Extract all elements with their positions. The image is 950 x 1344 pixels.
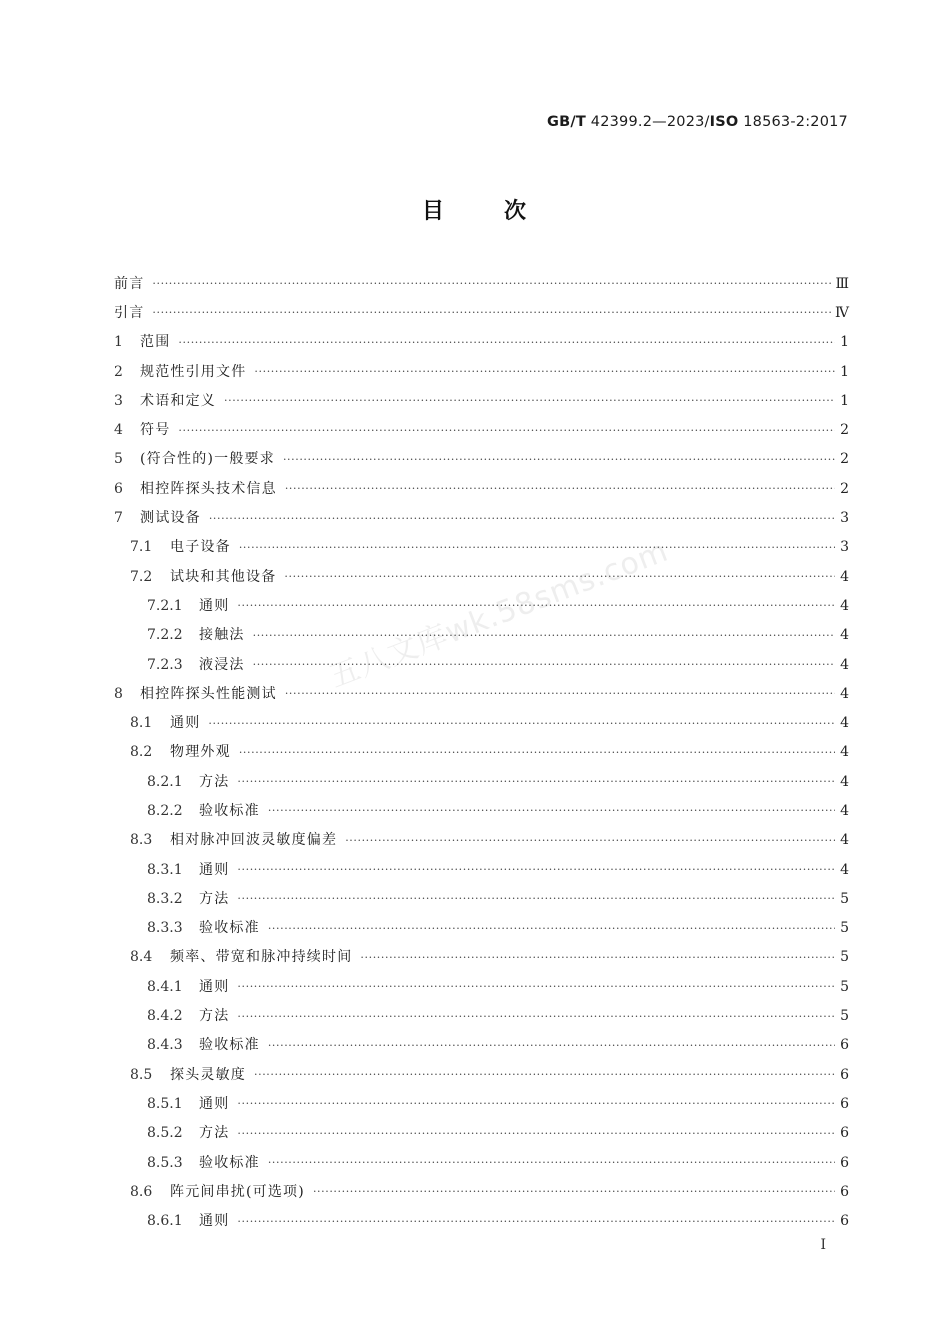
toc-entry-number: 8.5.1 bbox=[147, 1095, 183, 1112]
toc-entry-number: 8.2.2 bbox=[147, 802, 183, 819]
toc-entry-title: (符合性的)一般要求 bbox=[140, 451, 275, 468]
toc-entry-8-3-2[interactable] bbox=[114, 884, 849, 913]
toc-entry-number: 8.4.2 bbox=[147, 1008, 183, 1025]
title-char-1: 目 bbox=[421, 199, 446, 224]
toc-entry-title: 方法 bbox=[199, 1008, 230, 1025]
toc-entry-title: 相控阵探头性能测试 bbox=[140, 685, 277, 702]
toc-entry-page: 6 bbox=[840, 1037, 849, 1054]
toc-leader-dots bbox=[237, 776, 835, 787]
toc-leader-dots bbox=[268, 1157, 835, 1168]
toc-leader-dots bbox=[283, 454, 835, 465]
toc-leader-dots bbox=[178, 337, 835, 348]
toc-entry-title: 频率、带宽和脉冲持续时间 bbox=[170, 949, 353, 966]
toc-leader-dots bbox=[313, 1186, 835, 1197]
toc-entry-page: Ⅳ bbox=[835, 304, 849, 321]
toc-leader-dots bbox=[237, 1216, 835, 1227]
table-of-contents bbox=[114, 269, 849, 1236]
iso-number: 18563-2:2017 bbox=[738, 114, 848, 130]
toc-entry-number: 8.3.2 bbox=[147, 890, 183, 907]
toc-entry-title: 符号 bbox=[140, 422, 171, 439]
toc-entry-title: 阵元间串扰(可选项) bbox=[170, 1183, 305, 1200]
toc-entry-page: 2 bbox=[840, 480, 849, 497]
toc-entry-2[interactable] bbox=[114, 357, 849, 386]
toc-entry-page: 3 bbox=[840, 539, 849, 556]
toc-entry-title: 测试设备 bbox=[140, 510, 201, 527]
toc-entry-number: 8.6 bbox=[130, 1183, 153, 1200]
toc-entry-number: 5 bbox=[114, 451, 123, 468]
toc-entry-8-4-2[interactable] bbox=[114, 1001, 849, 1030]
toc-entry-page: 5 bbox=[840, 978, 849, 995]
toc-entry-page: 1 bbox=[840, 392, 849, 409]
toc-entry-8-2[interactable] bbox=[114, 738, 849, 767]
toc-entry-8-3-3[interactable] bbox=[114, 914, 849, 943]
toc-entry-title: 探头灵敏度 bbox=[170, 1066, 246, 1083]
toc-entry-8[interactable] bbox=[114, 679, 849, 708]
toc-entry-8-5-3[interactable] bbox=[114, 1148, 849, 1177]
toc-entry-title: 通则 bbox=[199, 597, 230, 614]
toc-entry-title: 验收标准 bbox=[199, 802, 260, 819]
toc-entry-number: 8.6.1 bbox=[147, 1213, 183, 1230]
toc-entry-title: 接触法 bbox=[199, 627, 245, 644]
toc-entry-title: 通则 bbox=[199, 1213, 230, 1230]
toc-entry-title: 通则 bbox=[170, 715, 201, 732]
toc-entry-page: 3 bbox=[840, 510, 849, 527]
toc-entry-page: 4 bbox=[840, 685, 849, 702]
toc-entry-title: 物理外观 bbox=[170, 744, 231, 761]
toc-leader-dots bbox=[345, 835, 835, 846]
toc-entry-page: 1 bbox=[840, 363, 849, 380]
toc-entry-8-5-2[interactable] bbox=[114, 1119, 849, 1148]
toc-leader-dots bbox=[208, 718, 835, 729]
toc-entry-number: 7.2 bbox=[130, 568, 153, 585]
toc-entry-page: 4 bbox=[840, 715, 849, 732]
toc-leader-dots bbox=[237, 864, 835, 875]
toc-entry-number: 7.1 bbox=[130, 539, 153, 556]
toc-entry-number: 7.2.2 bbox=[147, 627, 183, 644]
toc-entry-title: 引言 bbox=[114, 304, 145, 321]
toc-entry-8-6-1[interactable] bbox=[114, 1207, 849, 1236]
toc-entry-1[interactable] bbox=[114, 328, 849, 357]
toc-entry-number: 2 bbox=[114, 363, 123, 380]
toc-leader-dots bbox=[237, 1011, 835, 1022]
toc-entry-number: 6 bbox=[114, 480, 123, 497]
toc-entry-8-1[interactable] bbox=[114, 708, 849, 737]
toc-entry-7-1[interactable] bbox=[114, 533, 849, 562]
toc-leader-dots bbox=[268, 923, 835, 934]
toc-entry-page: 4 bbox=[840, 773, 849, 790]
toc-entry-page: 6 bbox=[840, 1213, 849, 1230]
watermark: 五八文库wk.58sms.com bbox=[324, 533, 674, 696]
toc-leader-dots bbox=[285, 483, 835, 494]
toc-entry-number: 8.2.1 bbox=[147, 773, 183, 790]
toc-leader-dots bbox=[152, 278, 831, 289]
toc-leader-dots bbox=[285, 688, 835, 699]
toc-entry-number: 3 bbox=[114, 392, 123, 409]
toc-leader-dots bbox=[239, 747, 835, 758]
title-char-2: 次 bbox=[504, 199, 529, 224]
toc-entry-page: 6 bbox=[840, 1183, 849, 1200]
toc-entry-title: 试块和其他设备 bbox=[170, 568, 277, 585]
toc-leader-dots bbox=[237, 1128, 835, 1139]
toc-entry-title: 液浸法 bbox=[199, 656, 245, 673]
toc-entry-8-2-2[interactable] bbox=[114, 796, 849, 825]
iso-prefix: ISO bbox=[709, 114, 739, 130]
toc-leader-dots bbox=[178, 425, 835, 436]
toc-entry-6[interactable] bbox=[114, 474, 849, 503]
toc-entry-page: 1 bbox=[840, 334, 849, 351]
toc-leader-dots bbox=[239, 542, 835, 553]
toc-entry-title: 前言 bbox=[114, 275, 145, 292]
toc-leader-dots bbox=[237, 981, 835, 992]
toc-entry-page: 4 bbox=[840, 656, 849, 673]
toc-entry-number: 8.1 bbox=[130, 715, 153, 732]
toc-entry-title: 电子设备 bbox=[170, 539, 231, 556]
toc-entry-page: 4 bbox=[840, 744, 849, 761]
toc-entry-number: 8.3 bbox=[130, 832, 153, 849]
toc-entry-page: 6 bbox=[840, 1095, 849, 1112]
toc-entry-number: 7.2.3 bbox=[147, 656, 183, 673]
toc-entry-title: 通则 bbox=[199, 861, 230, 878]
toc-leader-dots bbox=[254, 1069, 835, 1080]
toc-entry-page: 4 bbox=[840, 832, 849, 849]
toc-entry-title: 术语和定义 bbox=[140, 392, 216, 409]
page-title bbox=[0, 194, 950, 225]
toc-entry-number: 1 bbox=[114, 334, 123, 351]
page-number: I bbox=[820, 1237, 826, 1253]
toc-entry-title: 通则 bbox=[199, 978, 230, 995]
toc-entry-page: 4 bbox=[840, 861, 849, 878]
toc-entry-page: 4 bbox=[840, 802, 849, 819]
toc-entry-number: 8.4 bbox=[130, 949, 153, 966]
toc-entry-page: 5 bbox=[840, 890, 849, 907]
toc-leader-dots bbox=[152, 307, 831, 318]
standard-number: 42399.2—2023/ bbox=[585, 114, 710, 130]
toc-entry-number: 7.2.1 bbox=[147, 597, 183, 614]
toc-entry-page: 2 bbox=[840, 422, 849, 439]
toc-entry-page: 6 bbox=[840, 1154, 849, 1171]
toc-entry-page: 5 bbox=[840, 920, 849, 937]
toc-entry-title: 范围 bbox=[140, 334, 171, 351]
toc-entry-title: 相控阵探头技术信息 bbox=[140, 480, 277, 497]
toc-entry-page: Ⅲ bbox=[835, 275, 849, 292]
toc-entry-4[interactable] bbox=[114, 415, 849, 444]
toc-entry-number: 8.5 bbox=[130, 1066, 153, 1083]
toc-entry-number: 8 bbox=[114, 685, 123, 702]
toc-leader-dots bbox=[268, 1040, 835, 1051]
toc-entry-3[interactable] bbox=[114, 386, 849, 415]
toc-entry-number: 8.3.1 bbox=[147, 861, 183, 878]
standard-header bbox=[547, 114, 848, 130]
toc-entry-page: 6 bbox=[840, 1066, 849, 1083]
toc-entry-number: 8.4.1 bbox=[147, 978, 183, 995]
toc-entry-page: 5 bbox=[840, 949, 849, 966]
toc-entry-8-3[interactable] bbox=[114, 826, 849, 855]
toc-entry-title: 方法 bbox=[199, 890, 230, 907]
toc-leader-dots bbox=[360, 952, 835, 963]
toc-entry-number: 8.2 bbox=[130, 744, 153, 761]
toc-entry-8-5-1[interactable] bbox=[114, 1089, 849, 1118]
toc-leader-dots bbox=[268, 805, 835, 816]
toc-entry-5[interactable] bbox=[114, 445, 849, 474]
toc-leader-dots bbox=[237, 893, 835, 904]
toc-entry-title: 验收标准 bbox=[199, 1154, 260, 1171]
toc-entry-title: 方法 bbox=[199, 773, 230, 790]
toc-leader-dots bbox=[224, 395, 835, 406]
toc-entry-number: 8.5.2 bbox=[147, 1125, 183, 1142]
toc-entry-7-2-3[interactable] bbox=[114, 650, 849, 679]
toc-entry-8-4-3[interactable] bbox=[114, 1031, 849, 1060]
toc-entry-8-3-1[interactable] bbox=[114, 855, 849, 884]
toc-leader-dots bbox=[253, 630, 835, 641]
toc-entry-page: 4 bbox=[840, 568, 849, 585]
toc-entry-7[interactable] bbox=[114, 503, 849, 532]
toc-entry-page: 4 bbox=[840, 597, 849, 614]
toc-entry-title: 通则 bbox=[199, 1095, 230, 1112]
toc-entry-8-4-1[interactable] bbox=[114, 972, 849, 1001]
toc-entry-number: 7 bbox=[114, 510, 123, 527]
toc-entry-title: 验收标准 bbox=[199, 920, 260, 937]
toc-entry-title: 验收标准 bbox=[199, 1037, 260, 1054]
toc-entry-8-6[interactable] bbox=[114, 1177, 849, 1206]
toc-leader-dots bbox=[209, 513, 835, 524]
toc-entry-page: 4 bbox=[840, 627, 849, 644]
standard-prefix: GB/T bbox=[547, 114, 586, 130]
toc-entry-page: 6 bbox=[840, 1125, 849, 1142]
toc-entry-title: 相对脉冲回波灵敏度偏差 bbox=[170, 832, 338, 849]
toc-entry-8-5[interactable] bbox=[114, 1060, 849, 1089]
toc-entry-title: 方法 bbox=[199, 1125, 230, 1142]
toc-entry-number: 8.3.3 bbox=[147, 920, 183, 937]
toc-entry-page: 2 bbox=[840, 451, 849, 468]
toc-leader-dots bbox=[254, 366, 835, 377]
toc-entry-8-2-1[interactable] bbox=[114, 767, 849, 796]
toc-entry-number: 8.5.3 bbox=[147, 1154, 183, 1171]
toc-entry-number: 4 bbox=[114, 422, 123, 439]
toc-entry-page: 5 bbox=[840, 1008, 849, 1025]
toc-entry-introduction[interactable] bbox=[114, 298, 849, 327]
toc-entry-number: 8.4.3 bbox=[147, 1037, 183, 1054]
toc-entry-foreword[interactable] bbox=[114, 269, 849, 298]
toc-entry-7-2[interactable] bbox=[114, 562, 849, 591]
toc-entry-title: 规范性引用文件 bbox=[140, 363, 247, 380]
toc-leader-dots bbox=[237, 1098, 835, 1109]
toc-entry-8-4[interactable] bbox=[114, 943, 849, 972]
